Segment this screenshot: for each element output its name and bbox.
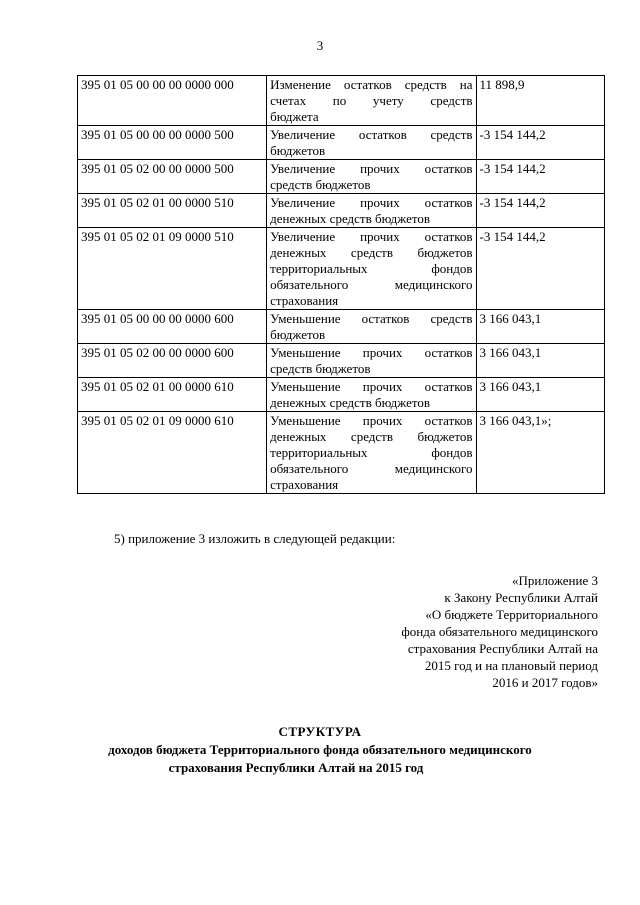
appendix-line: страхования Республики Алтай на (407, 641, 598, 656)
appendix-line: 2015 год и на плановый период (424, 658, 598, 673)
item-name-line: счетах по учету средств (270, 93, 473, 108)
item-name-line: страхования (270, 477, 339, 492)
table-row (78, 76, 605, 126)
item-name-line: Уменьшение прочих остатков (270, 345, 473, 360)
item-name-line: территориальных фондов (270, 261, 473, 276)
item-name-cell (267, 378, 476, 412)
item-name-line: страхования (270, 293, 339, 308)
document-title (0, 723, 640, 777)
appendix-line: «Приложение 3 (511, 573, 598, 588)
table-row (78, 126, 605, 160)
item-name-line: средств бюджетов (270, 177, 371, 192)
item-name-line: бюджетов (270, 143, 326, 158)
page-number: 3 (316, 38, 324, 53)
item-name-cell (267, 194, 476, 228)
item-name-line: денежных средств бюджетов (270, 395, 431, 410)
appendix-line: к Закону Республики Алтай (444, 590, 598, 605)
title-subtitle-line-1: доходов бюджета Территориального фонда обязательного медицинского (108, 742, 532, 757)
title-heading: СТРУКТУРА (278, 724, 362, 739)
amount-cell: -3 154 144,2 (476, 194, 604, 228)
budget-code-cell: 395 01 05 02 00 00 0000 500 (78, 160, 267, 194)
title-subtitle-line-2: страхования Республики Алтай на 2015 год (168, 760, 424, 775)
table-row (78, 310, 605, 344)
amount-cell: 3 166 043,1 (476, 310, 604, 344)
table-row (78, 194, 605, 228)
item-name-line: денежных средств бюджетов (270, 211, 431, 226)
item-5-paragraph: 5) приложение 3 изложить в следующей редакции: (114, 531, 396, 546)
item-name-line: Уменьшение прочих остатков (270, 413, 473, 428)
item-name-line: Увеличение прочих остатков (270, 161, 473, 176)
amount-cell: 3 166 043,1 (476, 344, 604, 378)
item-name-line: обязательного медицинского (270, 461, 473, 476)
item-name-cell (267, 160, 476, 194)
appendix-line: фонда обязательного медицинского (401, 624, 598, 639)
sources-table (77, 75, 605, 494)
table-row (78, 344, 605, 378)
item-name-line: денежных средств бюджетов (270, 245, 473, 260)
item-name-line: бюджета (270, 109, 319, 124)
amount-cell: -3 154 144,2 (476, 126, 604, 160)
budget-code-cell: 395 01 05 02 00 00 0000 600 (78, 344, 267, 378)
item-name-line: Изменение остатков средств на (270, 77, 473, 92)
item-name-line: обязательного медицинского (270, 277, 473, 292)
amount-cell: 3 166 043,1 (476, 378, 604, 412)
item-name-cell (267, 412, 476, 494)
item-name-line: средств бюджетов (270, 361, 371, 376)
amount-cell: -3 154 144,2 (476, 228, 604, 310)
item-name-line: Уменьшение прочих остатков (270, 379, 473, 394)
appendix-line: 2016 и 2017 годов» (492, 675, 598, 690)
budget-code-cell: 395 01 05 00 00 00 0000 000 (78, 76, 267, 126)
budget-code-cell: 395 01 05 02 01 09 0000 610 (78, 412, 267, 494)
item-name-line: бюджетов (270, 327, 326, 342)
budget-code-cell: 395 01 05 00 00 00 0000 600 (78, 310, 267, 344)
appendix-line: «О бюджете Территориального (425, 607, 598, 622)
item-name-cell (267, 310, 476, 344)
item-name-cell (267, 76, 476, 126)
item-name-line: Увеличение прочих остатков (270, 229, 473, 244)
item-name-line: территориальных фондов (270, 445, 473, 460)
table-row (78, 412, 605, 494)
table-row (78, 228, 605, 310)
budget-code-cell: 395 01 05 02 01 00 0000 510 (78, 194, 267, 228)
item-name-line: Уменьшение остатков средств (270, 311, 473, 326)
item-name-line: денежных средств бюджетов (270, 429, 473, 444)
item-name-line: Увеличение остатков средств (270, 127, 473, 142)
item-name-cell (267, 228, 476, 310)
budget-code-cell: 395 01 05 00 00 00 0000 500 (78, 126, 267, 160)
item-name-line: Увеличение прочих остатков (270, 195, 473, 210)
item-name-cell (267, 344, 476, 378)
appendix-header (401, 572, 598, 691)
budget-code-cell: 395 01 05 02 01 00 0000 610 (78, 378, 267, 412)
item-name-cell (267, 126, 476, 160)
budget-code-cell: 395 01 05 02 01 09 0000 510 (78, 228, 267, 310)
amount-cell: 3 166 043,1»; (476, 412, 604, 494)
amount-cell: -3 154 144,2 (476, 160, 604, 194)
table-row (78, 378, 605, 412)
amount-cell: 11 898,9 (476, 76, 604, 126)
table-row (78, 160, 605, 194)
